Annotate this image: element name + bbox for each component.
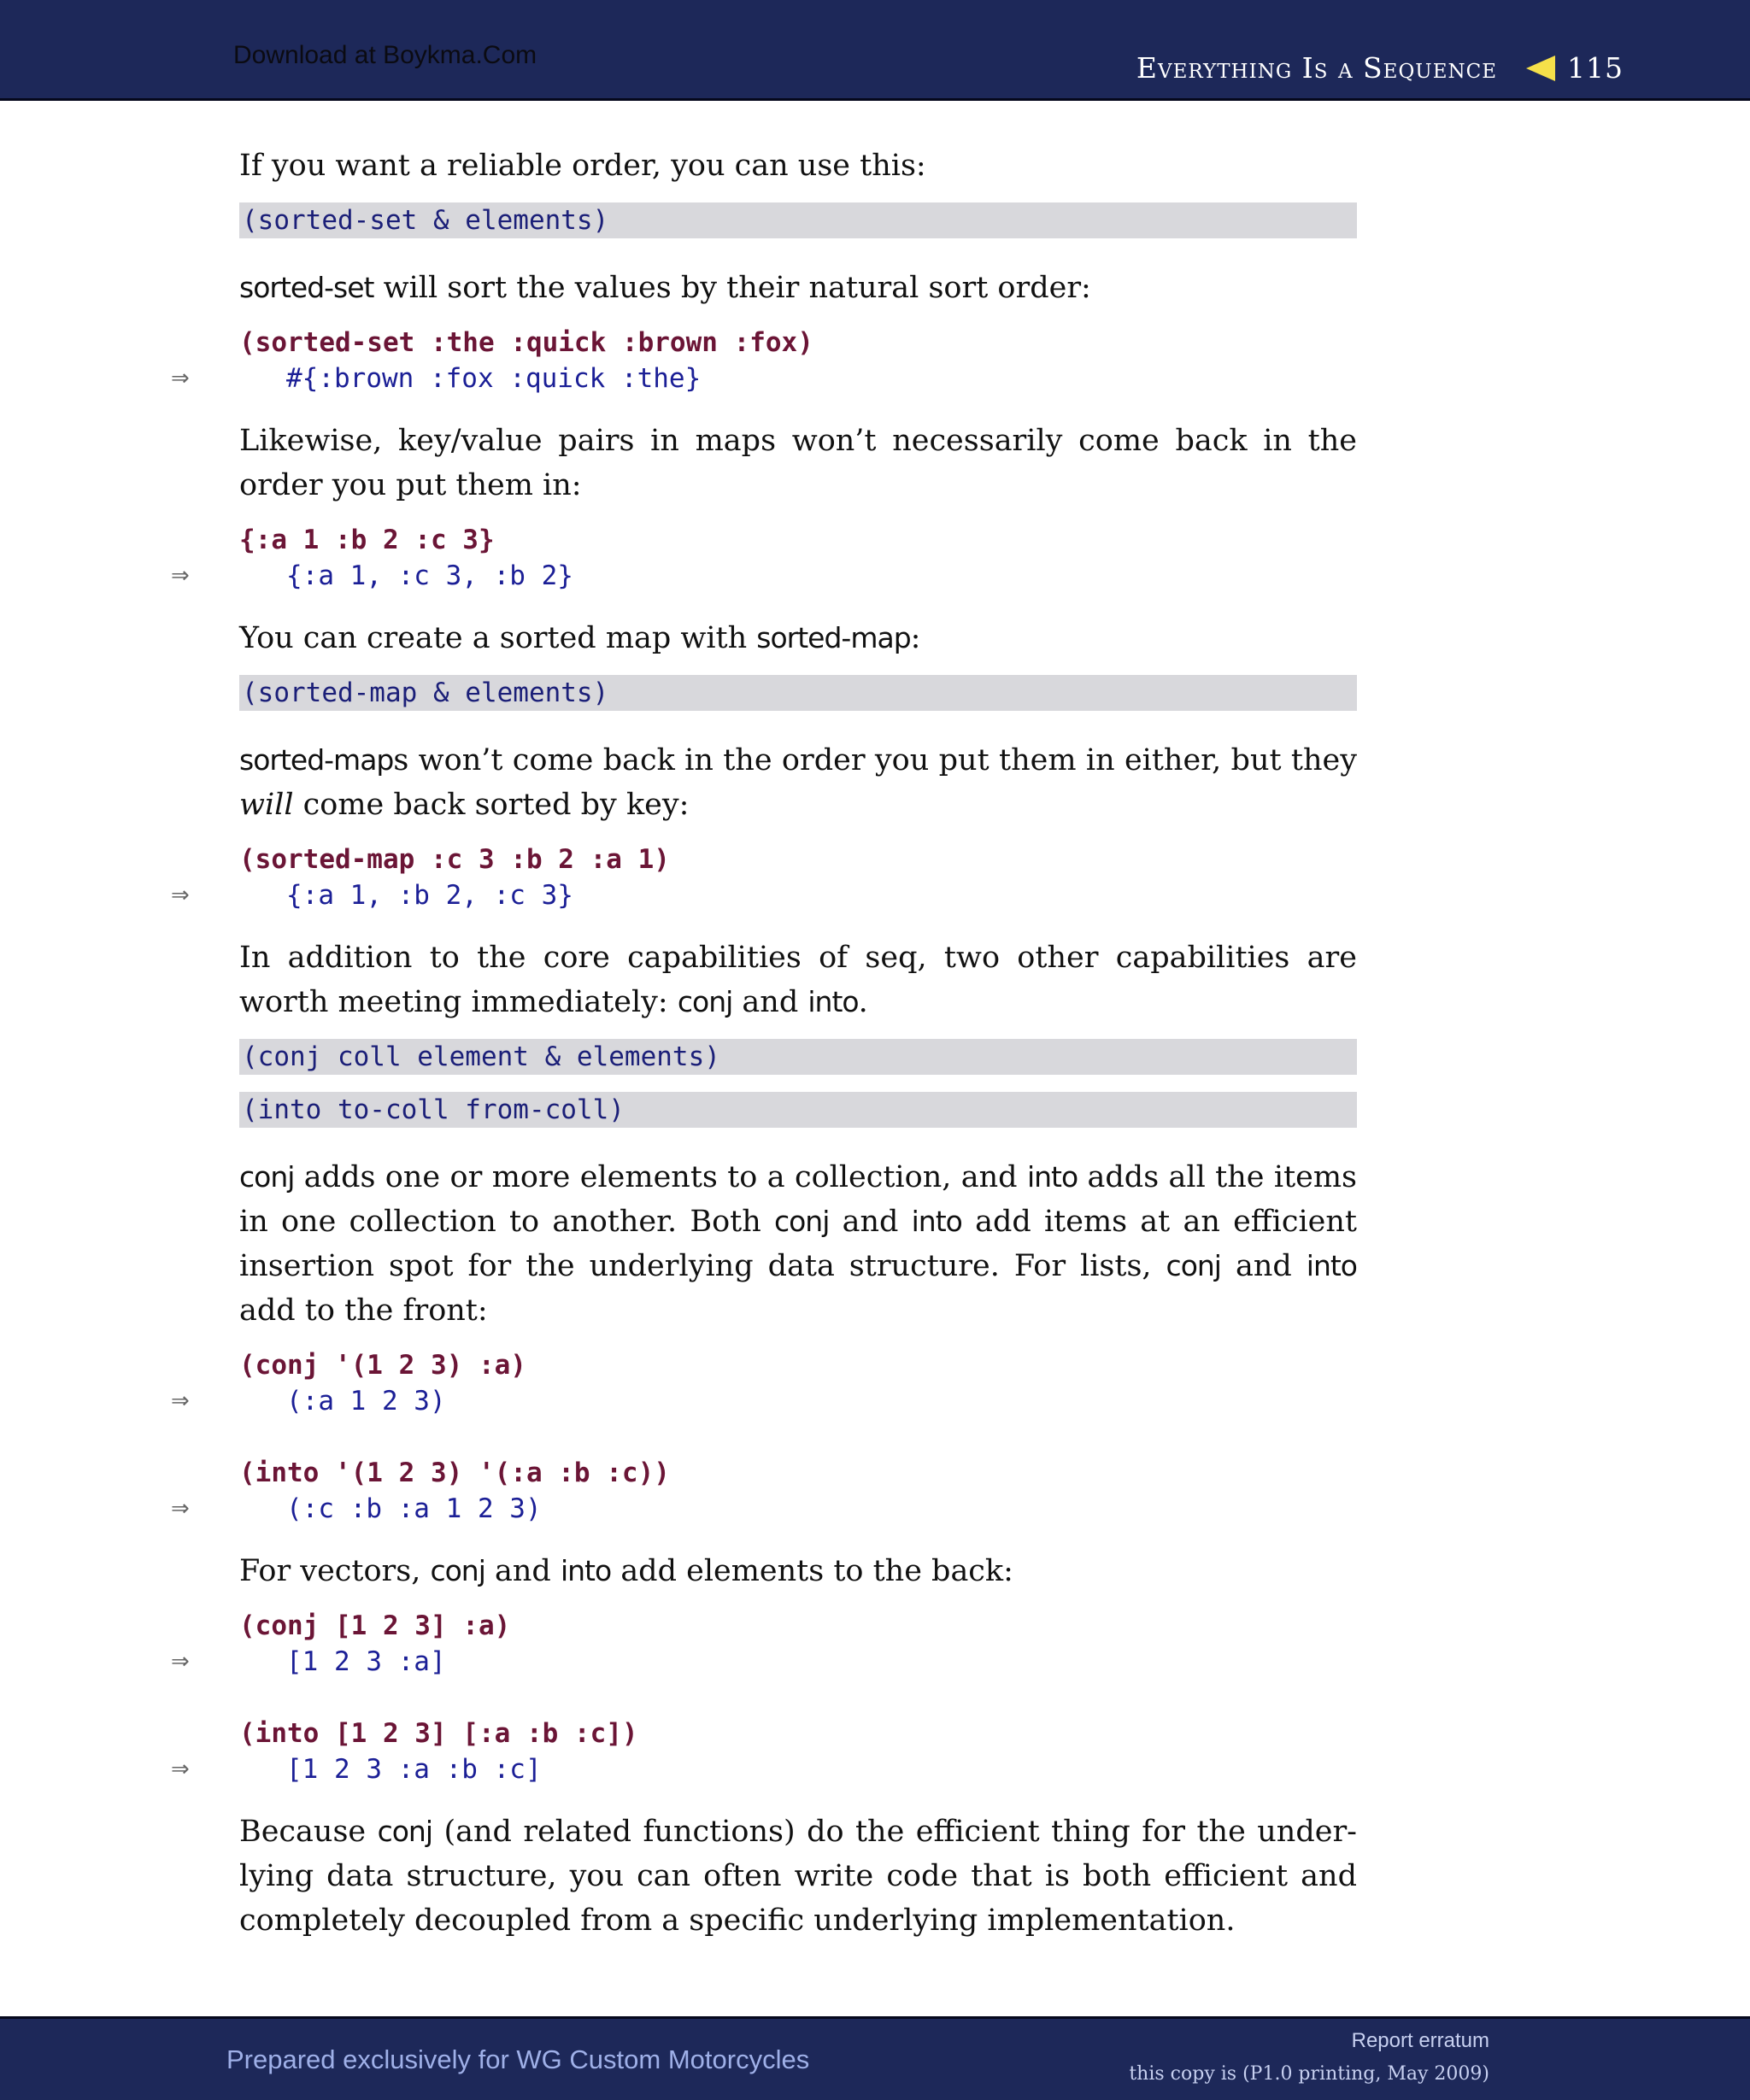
inline-code: into	[911, 1205, 962, 1238]
code-input: (into [1 2 3] [:a :b :c])	[239, 1718, 638, 1749]
text-run: adds all the items in one collection to another. Both	[239, 1160, 1357, 1239]
page-header	[0, 0, 1750, 101]
inline-code: conj	[430, 1554, 485, 1587]
signature-sorted-map: (sorted-map & elements)	[239, 675, 1357, 711]
code-example	[171, 325, 1357, 396]
result-arrow-icon: ⇒	[171, 1649, 190, 1675]
chapter-title	[1136, 51, 1624, 85]
paragraph	[239, 738, 1357, 827]
report-erratum-link[interactable]: Report erratum	[1351, 2029, 1489, 2052]
code-input: (into '(1 2 3) '(:a :b :c))	[239, 1458, 670, 1488]
text-run: add elements to the back:	[611, 1554, 1013, 1588]
download-link[interactable]: Download at Boykma.Com	[233, 41, 537, 69]
text-run: Because	[239, 1815, 378, 1849]
paragraph	[239, 936, 1357, 1024]
inline-code: sorted-set	[239, 271, 374, 304]
paragraph	[239, 1155, 1357, 1333]
output-text: {:a 1, :b 2, :c 3}	[286, 880, 573, 911]
code-output	[171, 1751, 1357, 1787]
text-run: come back sorted by key:	[293, 788, 690, 822]
prev-page-icon[interactable]	[1526, 56, 1555, 81]
signature-sorted-set: (sorted-set & elements)	[239, 202, 1357, 238]
output-text: (:c :b :a 1 2 3)	[286, 1493, 542, 1524]
code-input: {:a 1 :b 2 :c 3}	[239, 525, 495, 555]
signature-conj: (conj coll element & elements)	[239, 1039, 1357, 1075]
output-text: #{:brown :fox :quick :the}	[286, 363, 702, 394]
inline-code: sorted-map	[756, 621, 911, 654]
paragraph: If you want a reliable order, you can use this:	[239, 149, 926, 183]
text-run: and	[732, 985, 808, 1019]
inline-code: into	[1026, 1160, 1078, 1194]
code-output	[171, 1383, 1357, 1419]
text-run: In addition to the core capabilities of seq, two other capabilities are worth meeting immediately:	[239, 941, 1357, 1019]
paragraph	[239, 1810, 1357, 1943]
output-text: (:a 1 2 3)	[286, 1386, 446, 1417]
paragraph	[239, 266, 1357, 310]
code-output	[171, 877, 1357, 913]
inline-code: into	[560, 1554, 612, 1587]
code-example	[171, 1347, 1357, 1527]
emphasis: will	[239, 788, 294, 822]
text-run: .	[858, 985, 868, 1019]
text-run: add to the front:	[239, 1293, 488, 1328]
paragraph	[239, 1549, 1357, 1593]
page-footer	[0, 2016, 1750, 2100]
inline-code: into	[807, 985, 859, 1018]
signature-into: (into to-coll from-coll)	[239, 1092, 1357, 1128]
code-example	[171, 522, 1357, 594]
text-run: :	[910, 621, 921, 655]
text-run: s won’t come back in the order you put them in either, but they	[393, 743, 1357, 777]
output-text: {:a 1, :c 3, :b 2}	[286, 560, 573, 591]
text-run: and	[484, 1554, 561, 1588]
output-text: [1 2 3 :a :b :c]	[286, 1754, 542, 1785]
inline-code: conj	[239, 1160, 295, 1194]
result-arrow-icon: ⇒	[171, 1388, 190, 1414]
inline-code: conj	[1166, 1249, 1221, 1282]
text-run: For vectors,	[239, 1554, 431, 1588]
result-arrow-icon: ⇒	[171, 1757, 190, 1782]
code-input: (sorted-map :c 3 :b 2 :a 1)	[239, 844, 670, 875]
inline-code: conj	[677, 985, 733, 1018]
result-arrow-icon: ⇒	[171, 366, 190, 391]
paragraph	[239, 616, 1357, 660]
text-run: adds one or more elements to a collection, and	[294, 1160, 1027, 1194]
text-run: and	[1220, 1249, 1307, 1283]
text-run: will sort the values by their natural sort order:	[373, 271, 1091, 305]
chapter-name: Everything Is a Sequence	[1136, 51, 1497, 85]
text-run: You can create a sorted map with	[239, 621, 757, 655]
code-output	[171, 361, 1357, 396]
output-text: [1 2 3 :a]	[286, 1646, 446, 1677]
code-output	[171, 1644, 1357, 1680]
code-output	[171, 558, 1357, 594]
inline-code: sorted-map	[239, 743, 394, 777]
code-input: (conj [1 2 3] :a)	[239, 1610, 511, 1641]
text-run: add items at an efficient insertion spot for the underlying data structure. For lists,	[239, 1205, 1357, 1283]
result-arrow-icon: ⇒	[171, 883, 190, 908]
page-number: 115	[1567, 51, 1624, 85]
code-input: (conj '(1 2 3) :a)	[239, 1350, 526, 1381]
code-input: (sorted-set :the :quick :brown :fox)	[239, 327, 813, 358]
inline-code: into	[1306, 1249, 1357, 1282]
result-arrow-icon: ⇒	[171, 1496, 190, 1522]
code-example	[171, 842, 1357, 913]
code-example	[171, 1608, 1357, 1787]
prepared-for-text: Prepared exclusively for WG Custom Motorcycles	[226, 2044, 810, 2074]
inline-code: conj	[377, 1815, 432, 1848]
inline-code: conj	[773, 1205, 830, 1238]
result-arrow-icon: ⇒	[171, 563, 190, 589]
text-run: and	[829, 1205, 912, 1239]
page-content	[171, 144, 1357, 1957]
code-output	[171, 1491, 1357, 1527]
paragraph: Likewise, key/value pairs in maps won’t necessarily come back in the order you put them in:	[239, 424, 1357, 502]
copy-info: this copy is (P1.0 printing, May 2009)	[1129, 2063, 1489, 2085]
text-run: (and related functions) do the efficient thing for the underlying data structure, you can often write code that is both efficient and completely decoupled from a specific underlying implementation.	[239, 1815, 1357, 1938]
